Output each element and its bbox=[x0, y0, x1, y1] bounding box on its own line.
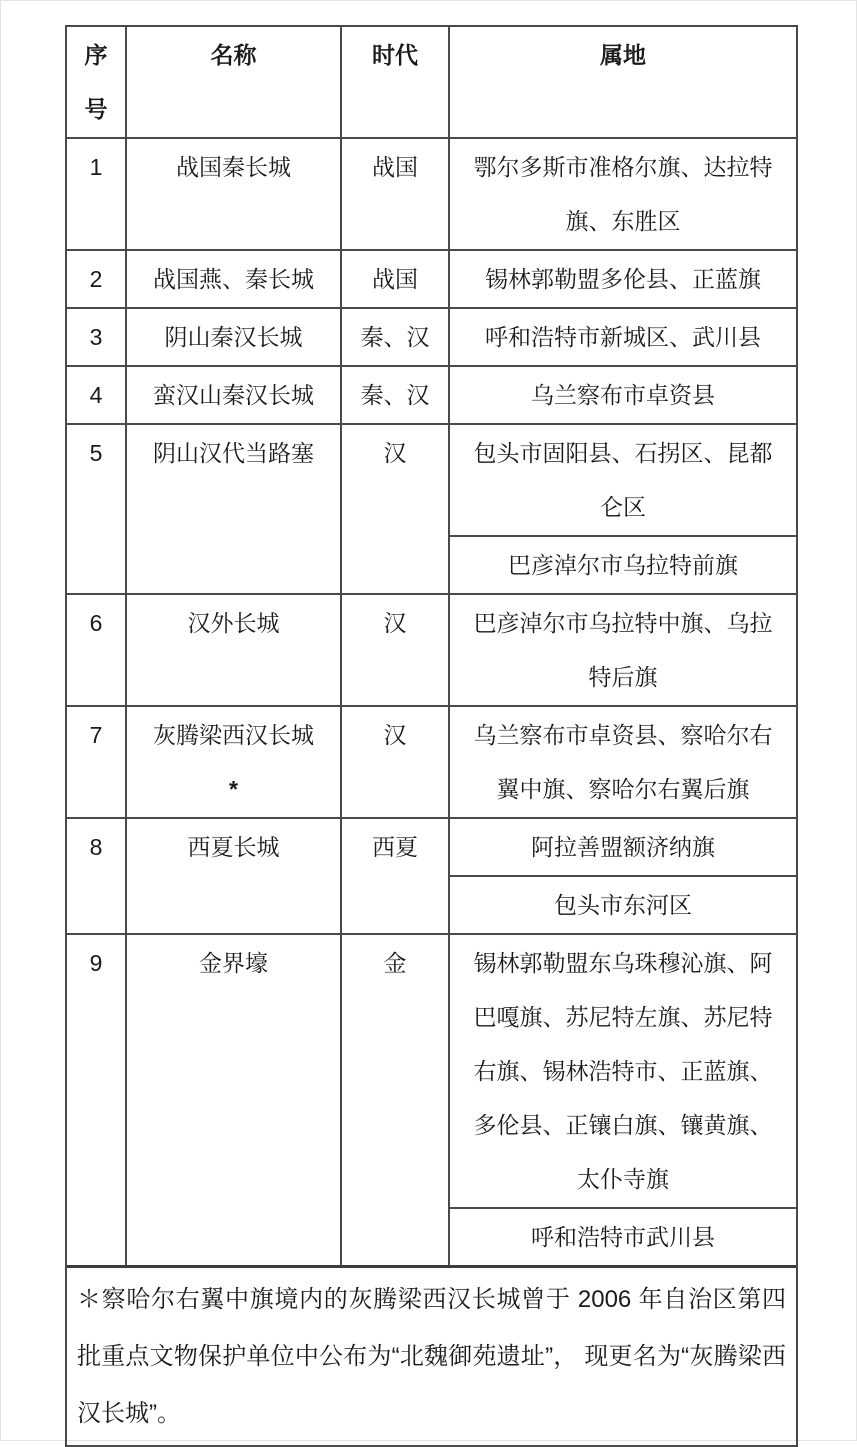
table-row-7 bbox=[67, 705, 796, 817]
table-row-1 bbox=[67, 137, 796, 249]
cell-territory bbox=[448, 819, 796, 933]
territory-subcell: 包头市固阳县、石拐区、昆都仑区 bbox=[473, 440, 773, 520]
header-serial-label: 序号 bbox=[84, 42, 108, 122]
cell-territory bbox=[448, 935, 796, 1265]
territory-subcell: 包头市东河区 bbox=[450, 875, 796, 933]
cell-serial: 9 bbox=[89, 950, 103, 976]
table-row-8 bbox=[67, 817, 796, 933]
cell-territory: 锡林郭勒盟多伦县、正蓝旗 bbox=[448, 251, 796, 307]
cell-name: 阴山汉代当路塞 bbox=[125, 425, 340, 593]
cell-name: 阴山秦汉长城 bbox=[125, 309, 340, 365]
cell-name: 金界壕 bbox=[125, 935, 340, 1265]
cell-serial: 4 bbox=[89, 382, 103, 408]
table-row-5 bbox=[67, 423, 796, 593]
cell-territory: 乌兰察布市卓资县、察哈尔右翼中旗、察哈尔右翼后旗 bbox=[448, 707, 796, 817]
cell-era: 汉 bbox=[340, 425, 448, 593]
cell-name: 蛮汉山秦汉长城 bbox=[125, 367, 340, 423]
cell-territory: 鄂尔多斯市准格尔旗、达拉特旗、东胜区 bbox=[448, 139, 796, 249]
cell-era: 汉 bbox=[340, 595, 448, 705]
territory-subcell: 阿拉善盟额济纳旗 bbox=[531, 834, 715, 860]
cell-serial: 7 bbox=[89, 722, 103, 748]
cell-name: 汉外长城 bbox=[125, 595, 340, 705]
great-wall-sections-table bbox=[65, 25, 798, 1447]
cell-era: 秦、汉 bbox=[340, 309, 448, 365]
cell-serial: 2 bbox=[89, 266, 103, 292]
cell-territory: 乌兰察布市卓资县 bbox=[448, 367, 796, 423]
table-header-row bbox=[67, 27, 796, 137]
header-cell-era: 时代 bbox=[340, 27, 448, 137]
header-cell-serial bbox=[67, 27, 125, 137]
cell-name-text: 灰腾梁西汉长城 bbox=[153, 722, 314, 748]
table-row-3 bbox=[67, 307, 796, 365]
cell-serial: 1 bbox=[89, 154, 103, 180]
table-row-9 bbox=[67, 933, 796, 1265]
cell-territory: 呼和浩特市新城区、武川县 bbox=[448, 309, 796, 365]
cell-serial: 5 bbox=[89, 440, 103, 466]
cell-era: 金 bbox=[340, 935, 448, 1265]
table-row-2 bbox=[67, 249, 796, 307]
cell-serial: 8 bbox=[89, 834, 103, 860]
cell-era: 战国 bbox=[340, 251, 448, 307]
territory-subcell: 锡林郭勒盟东乌珠穆沁旗、阿巴嘎旗、苏尼特左旗、苏尼特右旗、锡林浩特市、正蓝旗、多伦县、正镶白旗、镶黄旗、太仆寺旗 bbox=[473, 950, 773, 1192]
cell-name: 战国秦长城 bbox=[125, 139, 340, 249]
cell-name bbox=[125, 707, 340, 817]
cell-era: 汉 bbox=[340, 707, 448, 817]
cell-territory: 巴彦淖尔市乌拉特中旗、乌拉特后旗 bbox=[448, 595, 796, 705]
territory-subcell: 巴彦淖尔市乌拉特前旗 bbox=[450, 535, 796, 593]
footnote-asterisk-mark: * bbox=[229, 776, 238, 802]
cell-era: 西夏 bbox=[340, 819, 448, 933]
footnote-text: ＊察哈尔右翼中旗境内的灰腾梁西汉长城曾于 2006 年自治区第四批重点文物保护单位中公布为“北魏御苑遗址”， 现更名为“灰腾梁西汉长城”。 bbox=[77, 1286, 786, 1427]
table-row-4 bbox=[67, 365, 796, 423]
cell-territory bbox=[448, 425, 796, 593]
cell-era: 战国 bbox=[340, 139, 448, 249]
header-cell-territory: 属地 bbox=[448, 27, 796, 137]
header-cell-name: 名称 bbox=[125, 27, 340, 137]
cell-serial: 6 bbox=[89, 610, 103, 636]
table-footnote-row bbox=[67, 1265, 796, 1445]
cell-era: 秦、汉 bbox=[340, 367, 448, 423]
cell-name: 战国燕、秦长城 bbox=[125, 251, 340, 307]
cell-serial: 3 bbox=[89, 324, 103, 350]
cell-name: 西夏长城 bbox=[125, 819, 340, 933]
table-row-6 bbox=[67, 593, 796, 705]
territory-subcell: 呼和浩特市武川县 bbox=[450, 1207, 796, 1265]
